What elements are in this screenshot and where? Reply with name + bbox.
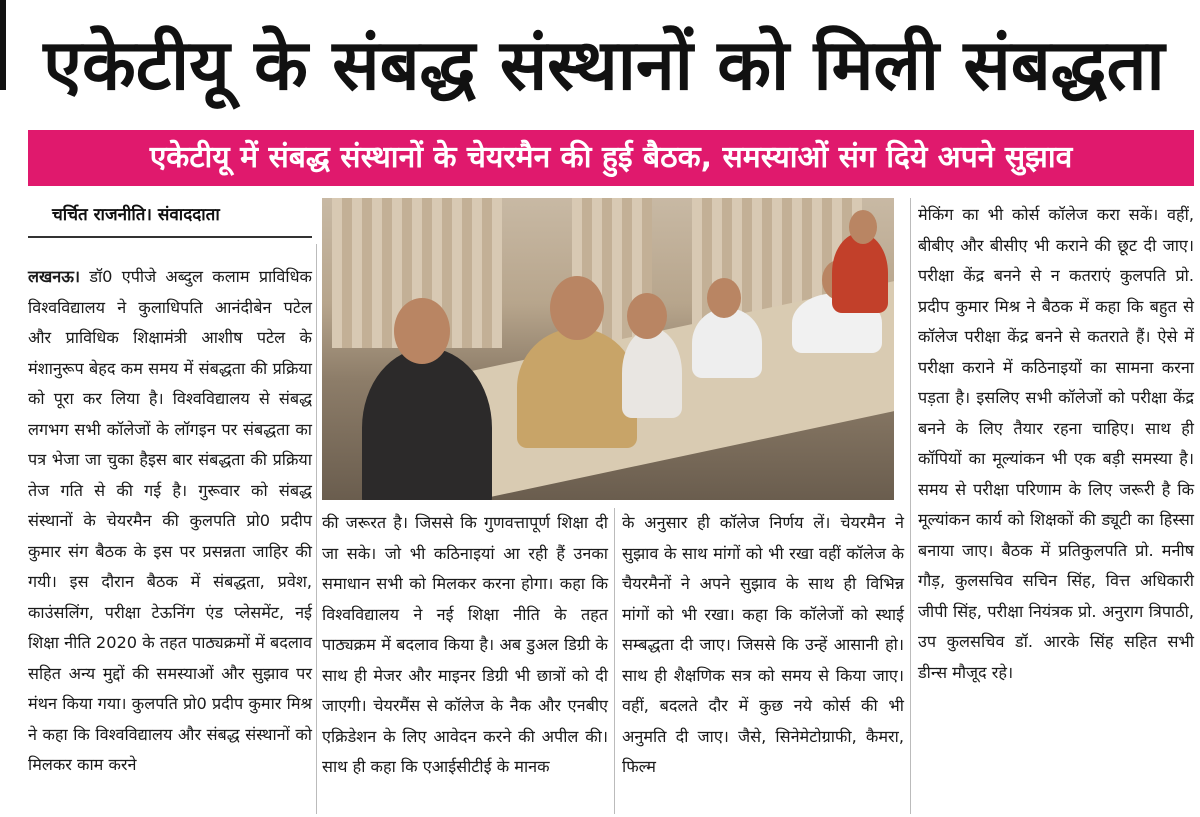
headline: एकेटीयू के संबद्ध संस्थानों को मिली संबद्धता bbox=[43, 24, 1165, 106]
article-text: डॉ0 एपीजे अब्दुल कलाम प्राविधिक विश्वविद्यालय ने कुलाधिपति आनंदीबेन पटेल और प्राविधिक शिक्षामंत्री आशीष पटेल के मंशानुरूप बेहद कम समय में संबद्धता की प्रक्रिया को पूरा कर लिया है। विश्वविद्यालय से संबद्ध लगभग सभी कॉलेजों के लॉगइन पर संबद्धता का पत्र भेजा जा चुका हैइस बार संबद्धता की प्रक्रिया तेज गति से की गई है। गुरूवार को संबद्ध संस्थानों के चेयरमैन की कुलपति प्रो0 प्रदीप कुमार संग बैठक के इस पर प्रसन्नता जाहिर की गयी। इस दौरान बैठक में संबद्धता, प्रवेश, काउंसलिंग, परीक्षा टेऊनिंग एंड प्लेसमेंट, नई शिक्षा नीति 2020 के तहत पाठ्यक्रमों में बदलाव सहित अन्य मुद्दों की समस्याओं और सुझाव पर मंथन किया गया। कुलपति प्रो0 प्रदीप कुमार मिश्र ने कहा कि विश्वविद्यालय और संबद्ध संस्थानों को मिलकर काम करने bbox=[28, 267, 312, 774]
person bbox=[362, 348, 492, 500]
article-text: मेकिंग का भी कोर्स कॉलेज करा सकें। वहीं, बीबीए और बीसीए भी कराने की छूट दी जाए। परीक्षा केंद्र बनने से न कतराएं कुलपति प्रो. प्रदीप कुमार मिश्र ने बैठक में कहा कि बहुत से कॉलेज परीक्षा केंद्र बनने से कतराते हैं। ऐसे में परीक्षा कराने में कठिनाइयों का सामना करना पड़ता है। इसलिए सभी कॉलेजों को परीक्षा केंद्र बनने के लिए तैयार रहना चाहिए। साथ ही कॉपियों का मूल्यांकन भी एक बड़ी समस्या है। समय से परीक्षा परिणाम के लिए जरूरी है कि मूल्यांकन कार्य को शिक्षकों की ड्यूटी का हिस्सा बनाया जाए। बैठक में प्रतिकुलपति प्रो. मनीष गौड़, कुलसचिव सचिन सिंह, वित्त अधिकारी जीपी सिंह, परीक्षा नियंत्रक प्रो. अनुराग त्रिपाठी, उप कुलसचिव डॉ. आरके सिंह सहित सभी डीन्स मौजूद रहे। bbox=[918, 205, 1194, 682]
article-text: के अनुसार ही कॉलेज निर्णय लें। चेयरमैन ने सुझाव के साथ मांगों को भी रखा वहीं कॉलेज के चैयरमैनों ने अपने सुझाव के साथ ही विभिन्न मांगों को भी रखा। कहा कि कॉलेजों को स्थाई सम्बद्धता दी जाए। जिससे कि उन्हें आसानी हो। साथ ही शैक्षणिक सत्र को समय से किया जाए। वहीं, बदलते दौर में कुछ नये कोर्स की भी अनुमति दी जाए। जैसे, सिनेमेटोग्राफी, कैमरा, फिल्म bbox=[622, 513, 904, 776]
person-head bbox=[550, 276, 604, 340]
person bbox=[517, 328, 637, 448]
person-head bbox=[707, 278, 741, 318]
left-rule bbox=[0, 0, 6, 90]
column-divider bbox=[614, 508, 615, 814]
byline: चर्चित राजनीति। संवाददाता bbox=[52, 205, 220, 225]
byline-divider bbox=[28, 236, 312, 238]
article-column-4 bbox=[918, 200, 1194, 688]
column-divider bbox=[910, 198, 911, 814]
article-column-2 bbox=[322, 508, 608, 783]
article-text: की जरूरत है। जिससे कि गुणवत्तापूर्ण शिक्षा दी जा सके। जो भी कठिनाइयां आ रही हैं उनका समाधान सभी को मिलकर करना होगा। कहा कि विश्वविद्यालय ने नई शिक्षा नीति के तहत पाठ्यक्रम में बदलाव किया है। अब डुअल डिग्री के साथ ही मेजर और माइनर डिग्री भी छात्रों को दी जाएगी। चेयरमैंस से कॉलेज के नैक और एनबीए एक्रिडेशन के लिए आवेदन करने की अपील की। साथ ही कहा कि एआईसीटीई के मानक bbox=[322, 513, 608, 776]
person-head bbox=[849, 210, 877, 244]
person bbox=[622, 328, 682, 418]
person-head bbox=[627, 293, 667, 339]
meeting-photo bbox=[322, 198, 894, 500]
subheadline-banner: एकेटीयू में संबद्ध संस्थानों के चेयरमैन की हुई बैठक, समस्याओं संग दिये अपने सुझाव bbox=[28, 130, 1194, 186]
person bbox=[832, 233, 888, 313]
person-head bbox=[394, 298, 450, 364]
article-column-1 bbox=[28, 262, 312, 781]
person bbox=[692, 308, 762, 378]
dateline: लखनऊ। bbox=[28, 267, 81, 286]
article-column-3 bbox=[622, 508, 904, 783]
column-divider bbox=[316, 244, 317, 814]
